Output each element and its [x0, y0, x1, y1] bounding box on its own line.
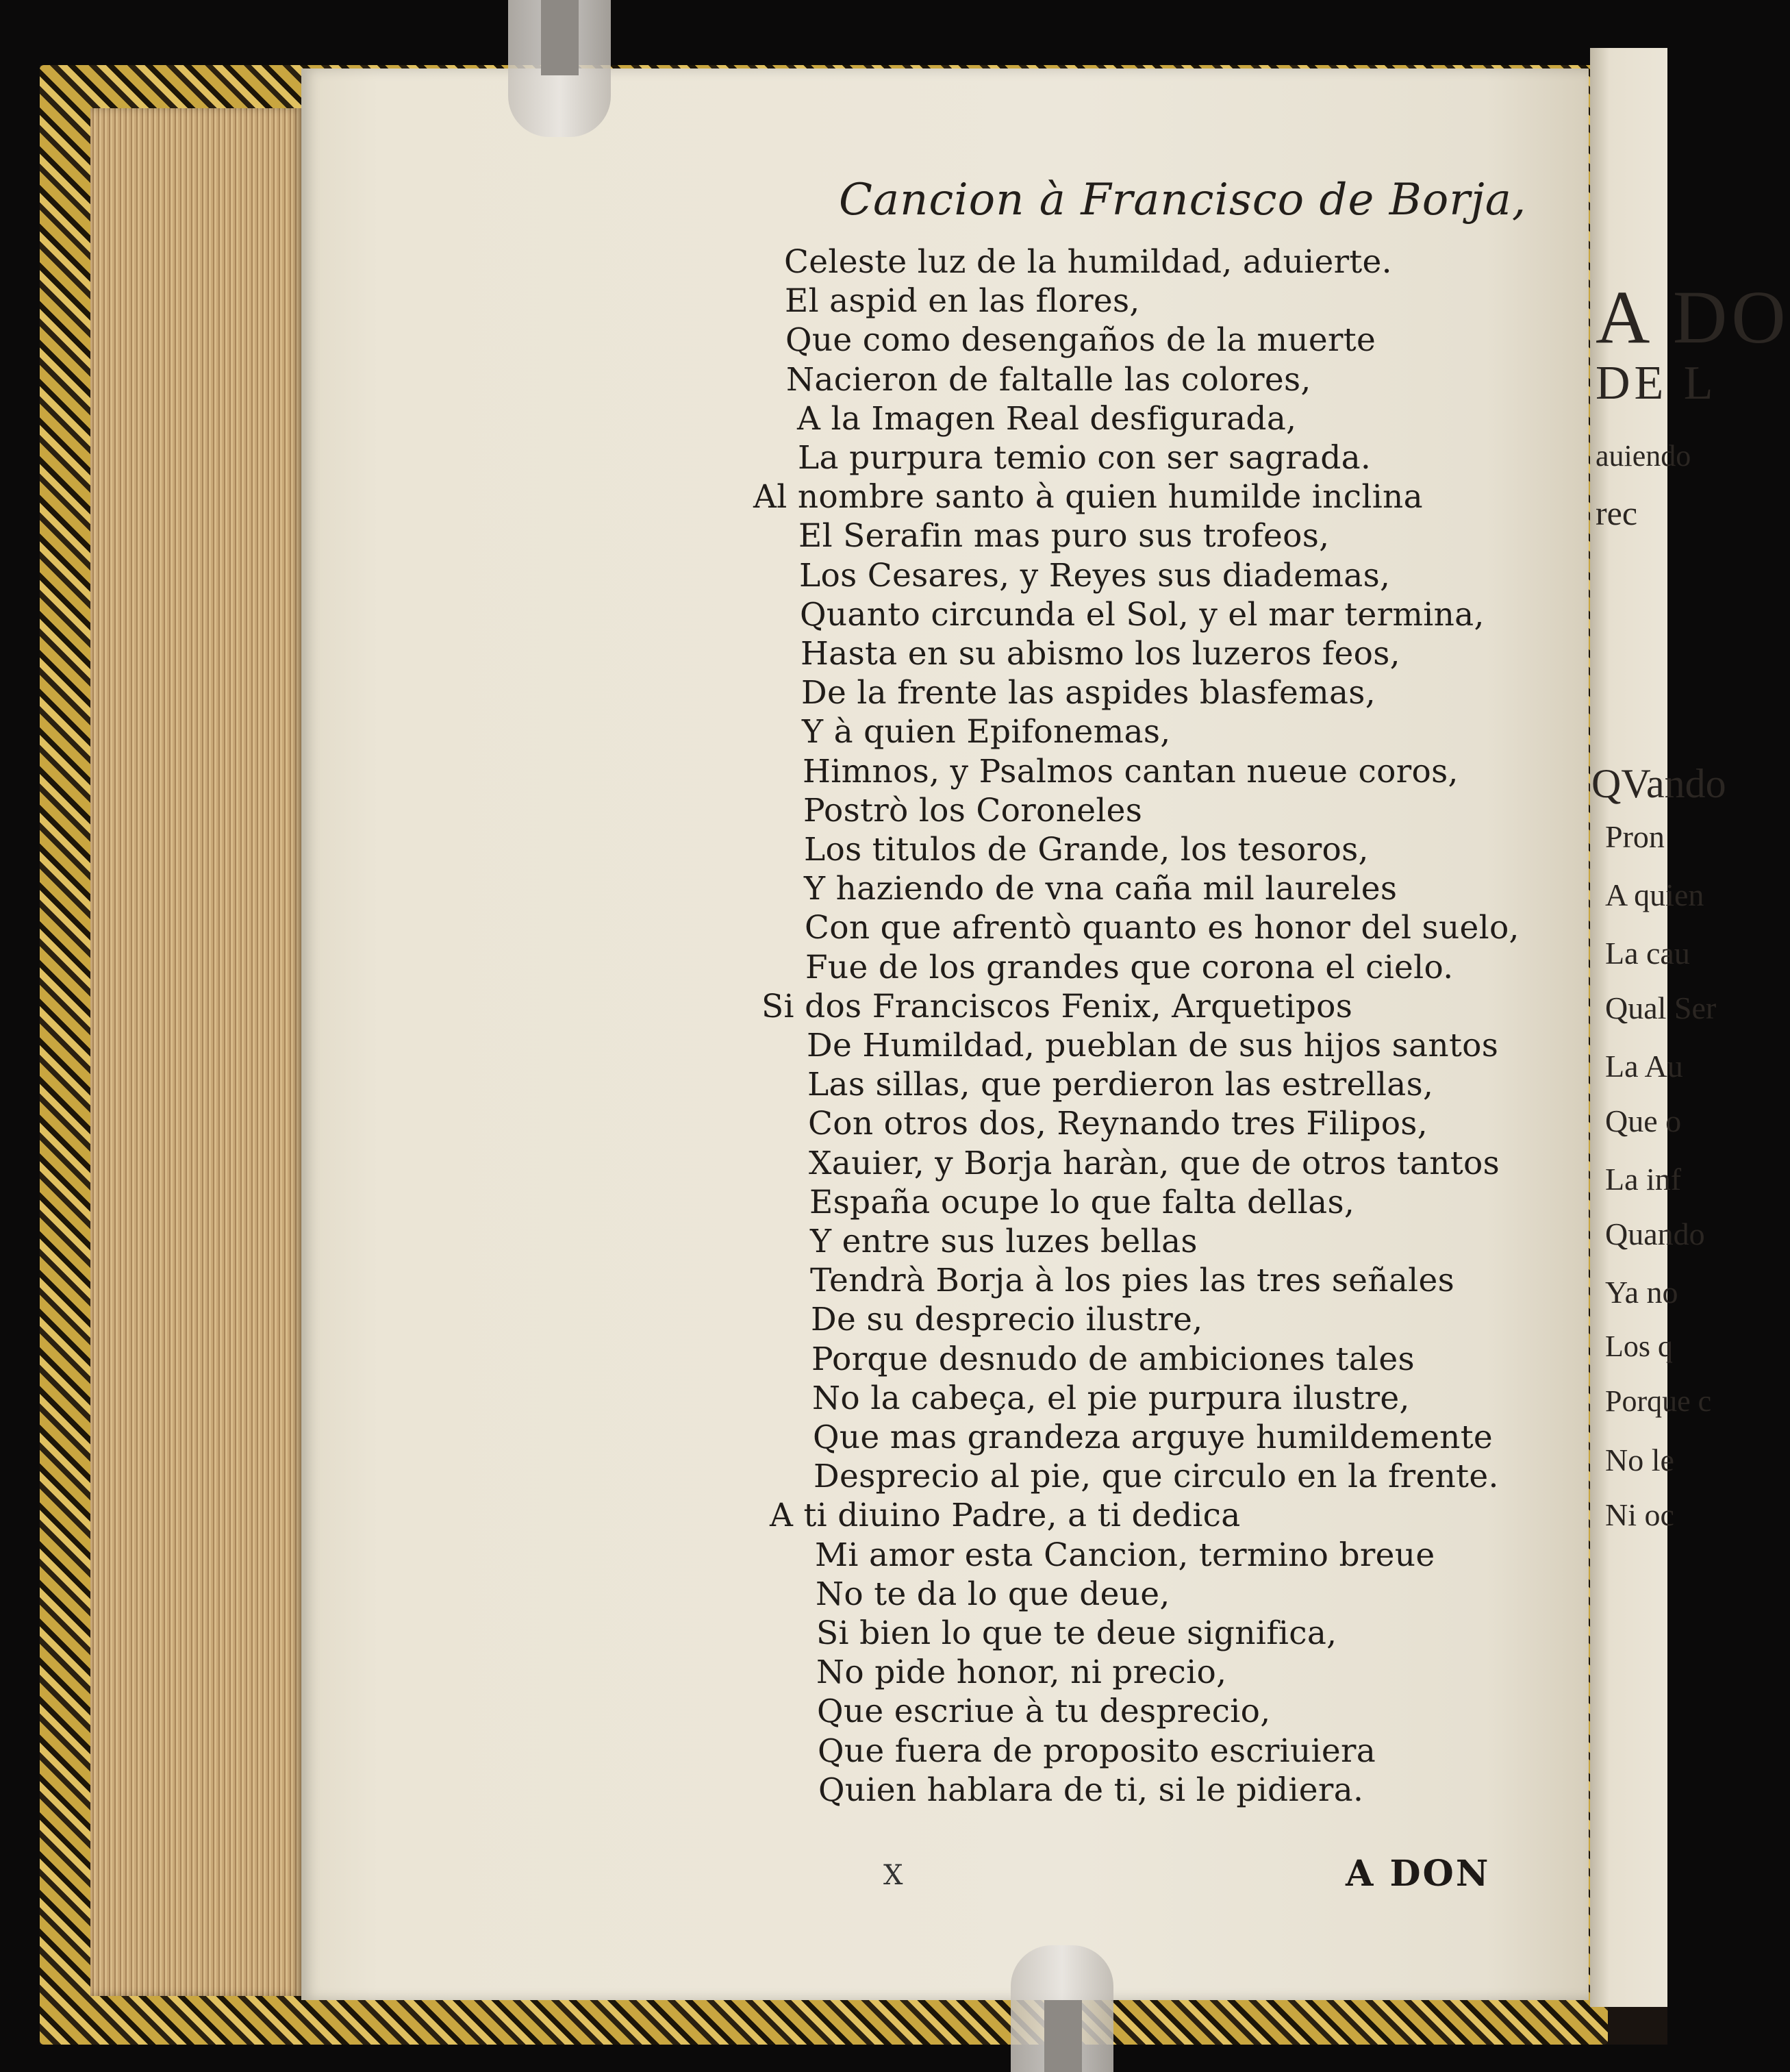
poem-line: España ocupe lo que falta dellas,: [809, 1184, 1355, 1221]
poem-line: A la Imagen Real desfigurada,: [797, 400, 1297, 438]
facing-page-line: No le: [1605, 1443, 1674, 1477]
facing-page-line: A quien: [1605, 877, 1704, 912]
facing-page: [1590, 48, 1790, 2007]
poem-line: No la cabeça, el pie purpura ilustre,: [812, 1380, 1410, 1417]
top-clip-stem: [541, 0, 579, 75]
poem-line: Mi amor esta Cancion, termino breue: [815, 1536, 1435, 1574]
poem-line: Y à quien Epifonemas,: [802, 713, 1171, 751]
poem-line: Himnos, y Psalmos cantan nueue coros,: [803, 753, 1459, 790]
poem-line: El Serafin mas puro sus trofeos,: [798, 517, 1330, 555]
poem-line: Que como desengaños de la muerte: [785, 321, 1376, 359]
page-edges: [90, 108, 303, 1996]
facing-page-line: Los q: [1605, 1330, 1673, 1363]
facing-page-line: Quando: [1605, 1216, 1705, 1251]
facing-page-line: La cau: [1605, 936, 1690, 971]
poem-line: Que escriue à tu desprecio,: [817, 1693, 1271, 1730]
poem-line: Las sillas, que perdieron las estrellas,: [807, 1066, 1434, 1103]
poem-line: De Humildad, pueblan de sus hijos santos: [807, 1027, 1499, 1064]
facing-page-line: Porque c: [1605, 1384, 1712, 1418]
poem-line: La purpura temio con ser sagrada.: [798, 439, 1372, 477]
poem-line: Celeste luz de la humildad, aduierte.: [784, 243, 1392, 281]
poem-line: De la frente las aspides blasfemas,: [801, 674, 1376, 712]
poem-line: Y entre sus luzes bellas: [810, 1223, 1198, 1260]
poem-line: Xauier, y Borja haràn, que de otros tantos: [809, 1145, 1500, 1182]
facing-page-line: A DO: [1596, 275, 1790, 359]
facing-page-line: Ya no: [1605, 1275, 1678, 1310]
poem-line: Postrò los Coroneles: [803, 792, 1143, 829]
facing-page-line: auiendo: [1596, 439, 1691, 473]
poem-line: El aspid en las flores,: [785, 282, 1140, 320]
facing-page-line: QVando: [1591, 761, 1726, 806]
facing-page-line: Ni oc: [1605, 1497, 1674, 1532]
catchword: A DON: [1346, 1853, 1491, 1895]
facing-page-line: rec: [1596, 494, 1638, 532]
signature-mark: X: [883, 1860, 903, 1891]
poem-line: Que fuera de proposito escriuiera: [818, 1732, 1376, 1770]
poem-line: Quanto circunda el Sol, y el mar termina,: [800, 596, 1485, 634]
facing-page-line: La inf: [1605, 1162, 1682, 1197]
poem-line: Si bien lo que te deue significa,: [816, 1614, 1337, 1652]
poem-line: Con que afrentò quanto es honor del suelo,: [805, 909, 1520, 947]
poem-line: Que mas grandeza arguye humildemente: [813, 1419, 1493, 1456]
facing-page-line: La Au: [1605, 1049, 1683, 1084]
poem-line: Si dos Franciscos Fenix, Arquetipos: [761, 988, 1353, 1025]
facing-page-line: DE L: [1596, 357, 1717, 410]
poem-line: Los titulos de Grande, los tesoros,: [804, 831, 1369, 869]
poem-line: No pide honor, ni precio,: [816, 1653, 1227, 1691]
facing-page-line: Que o: [1605, 1103, 1682, 1138]
poem-line: Nacieron de faltalle las colores,: [786, 361, 1311, 399]
poem-line: A ti diuino Padre, a ti dedica: [770, 1497, 1241, 1534]
bottom-clip-stem: [1044, 2000, 1082, 2072]
poem-line: Desprecio al pie, que circulo en la frente.: [814, 1458, 1499, 1495]
poem-line: No te da lo que deue,: [816, 1575, 1170, 1613]
facing-page-line: Pron: [1605, 819, 1665, 854]
poem-line: Los Cesares, y Reyes sus diademas,: [799, 557, 1391, 595]
poem-line: Quien hablara de ti, si le pidiera.: [818, 1771, 1364, 1809]
poem-line: Con otros dos, Reynando tres Filipos,: [808, 1105, 1428, 1143]
poem-line: Fue de los grandes que corona el cielo.: [805, 949, 1454, 986]
running-header: Cancion à Francisco de Borja,: [839, 175, 1527, 225]
poem-line: Y haziendo de vna caña mil laureles: [804, 870, 1398, 908]
poem-line: De su desprecio ilustre,: [811, 1301, 1203, 1338]
poem-line: Hasta en su abismo los luzeros feos,: [801, 635, 1400, 673]
facing-page-line: Qual Ser: [1605, 990, 1717, 1025]
poem-line: Al nombre santo à quien humilde inclina: [753, 478, 1423, 516]
poem-line: Tendrà Borja à los pies las tres señales: [810, 1262, 1455, 1299]
poem-line: Porque desnudo de ambiciones tales: [811, 1340, 1415, 1378]
